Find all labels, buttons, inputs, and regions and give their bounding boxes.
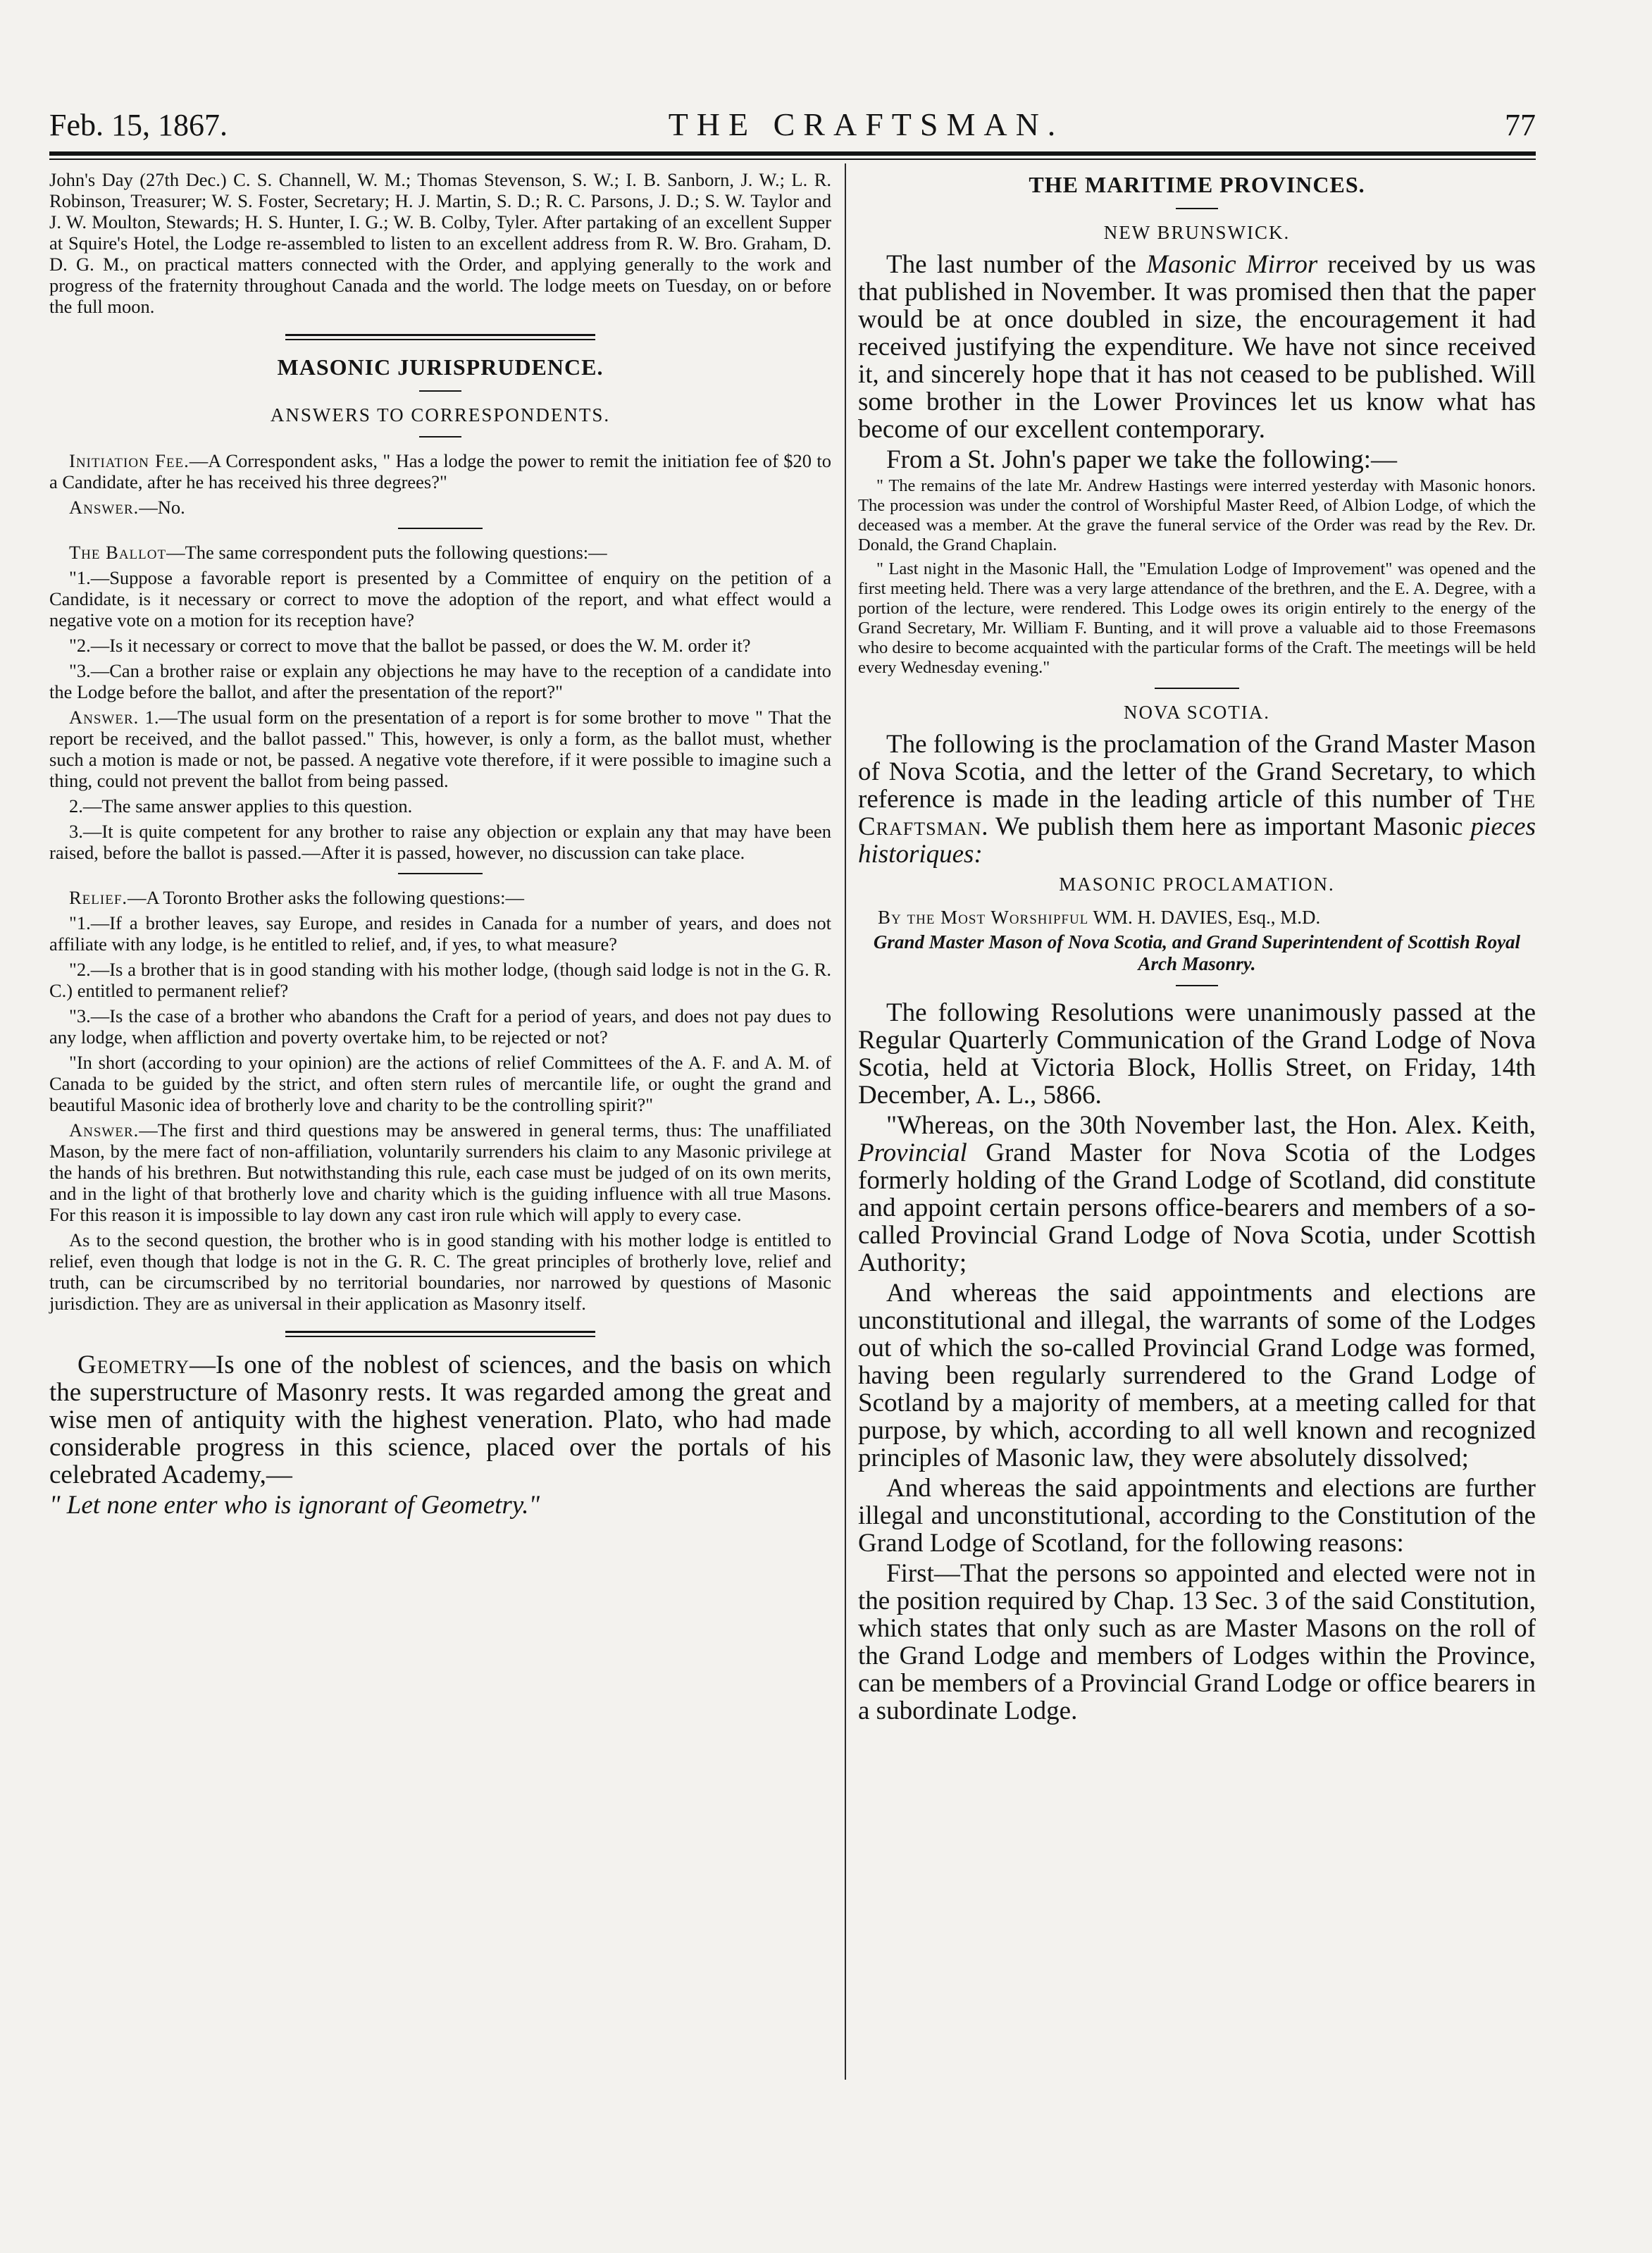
resolutions-section	[858, 999, 1536, 1725]
relief-answer-1: —The first and third questions may be answered in general terms, thus: The unaffiliated Mason, by the mere fact of non-affiliation, voluntarily surrenders his claim to any Masonic privilege at the hands of his brethren. But notwithstanding this rule, each case must be judged of on its own merits, and in the light of that brotherly love and charity which is the guiding influence with all true Masons. For this reason it is impossible to lay down any cast iron rule which will apply to every case.	[49, 1119, 831, 1225]
relief-question-4: "In short (according to your opinion) are the actions of relief Committees of the A. F. and A. M. of Canada to be guided by the strict, and often stern rules of mercantile life, or ought the grand and beautiful Masonic idea of brotherly love and charity to be the controlling spirit?"	[49, 1052, 831, 1115]
heading-dash	[419, 390, 461, 392]
maritime-heading: THE MARITIME PROVINCES.	[1029, 172, 1365, 197]
lodge-report	[49, 169, 831, 317]
page-number: 77	[1504, 108, 1536, 142]
initiation-fee-question: —A Correspondent asks, " Has a lodge the power to remit the initiation fee of $20 to a Candidate, after he has received his three degrees?"	[49, 450, 831, 492]
divider-dash	[398, 873, 483, 874]
left-column	[49, 169, 831, 1522]
ballot-answer-label: Answer.	[69, 707, 139, 728]
relief-label: Relief.	[69, 887, 128, 908]
masthead-title: THE CRAFTSMAN.	[668, 106, 1064, 142]
answer-no: —No.	[139, 497, 185, 518]
nb-paragraph-2: From a St. John's paper we take the following:—	[886, 445, 1397, 474]
byline-name: WM. H. DAVIES, Esq., M.D.	[1088, 907, 1321, 928]
header-rule	[49, 151, 1536, 156]
relief-intro: —A Toronto Brother asks the following questions:—	[128, 887, 524, 908]
ballot-intro: —The same correspondent puts the following questions:—	[166, 542, 607, 563]
byline-prefix: By the Most Worshipful	[878, 907, 1089, 928]
ballot-question-1: "1.—Suppose a favorable report is presented by a Committee of enquiry on the petition of a Candidate, is it necessary or correct to move the adoption of the report, and what effect would a negative vote on a motion for its reception have?	[49, 567, 831, 631]
ns-paragraph-start: The following is the proclamation of the Grand Master Mason of Nova Scotia, and the letter of the Grand Secretary, to which reference is made in the leading article of this number of	[858, 730, 1536, 814]
nova-scotia-heading: NOVA SCOTIA.	[1123, 702, 1271, 723]
relief-question-3: "3.—Is the case of a brother who abandons the Craft for a period of years, and does not pay dues to any lodge, when affliction and poverty overtake him, to be rejected or not?	[49, 1005, 831, 1048]
st-johns-quote	[858, 476, 1536, 678]
provincial-italic: Provincial	[858, 1138, 967, 1167]
st-johns-quote-1: " The remains of the late Mr. Andrew Hastings were interred yesterday with Masonic honors. The procession was under the control of Worshipful Master Reed, of Albion Lodge, of which the deceased was a member. At the grave the funeral service of the Order was read by the Rev. Dr. Donald, the Grand Chaplain.	[858, 476, 1536, 554]
masonic-mirror-title: Masonic Mirror	[1146, 250, 1318, 279]
resolution-whereas-end: Grand Master for Nova Scotia of the Lodges formerly holding of the Grand Lodge of Scotland, did constitute and appoint certain persons office-bearers and members of a so-called Provincial Grand Lodge of Nova Scotia, under Scottish Authority;	[858, 1138, 1536, 1277]
geometry-label: Geometry	[77, 1351, 190, 1379]
right-column	[858, 169, 1536, 1727]
jurisprudence-heading: MASONIC JURISPRUDENCE.	[277, 354, 604, 380]
nova-scotia-section	[858, 731, 1536, 868]
resolution-whereas-2: And whereas the said appointments and elections are unconstitutional and illegal, the warrants of some of the Lodges out of which the so-called Provincial Grand Lodge was formed, having been regularly surrendered to the Grand Lodge of Scotland by a majority of members, at a meeting called for that purpose, by which, according to all well known and recognized principles of Masonic law, they were absolutely dissolved;	[858, 1279, 1536, 1472]
ballot-question-2: "2.—Is it necessary or correct to move that the ballot be passed, or does the W. M. order it?	[69, 635, 751, 656]
nb-paragraph-1-end: received by us was that published in November. It was promised then that the paper would be at once doubled in size, the encouragement it had received justifying the expenditure. We have not since received it, and sincerely hope that it has not ceased to be published. Will some brother in the Lower Provinces let us know what has become of our excellent contemporary.	[858, 250, 1536, 444]
resolution-first-reason: First—That the persons so appointed and elected were not in the position required by Chap. 13 Sec. 3 of the said Constitution, which states that only such as are Master Masons on the roll of the Grand Lodge and members of Lodges within the Province, can be members of a Provincial Grand Lodge or office bearers in a subordinate Lodge.	[858, 1559, 1536, 1725]
initiation-fee-section	[49, 450, 831, 518]
section-divider	[285, 1331, 595, 1337]
nb-paragraph-1-start: The last number of the	[886, 250, 1147, 279]
ballot-label: The Ballot	[69, 542, 167, 563]
pieces-historiques: pieces historiques:	[858, 812, 1536, 869]
st-johns-quote-2: " Last night in the Masonic Hall, the "Emulation Lodge of Improvement" was opened and the first meeting held. There was a very large attendance of the brethren, and the E. A. Degree, with a portion of the lecture, were rendered. This Lodge owes its origin entirely to the energy of the Grand Secretary, Mr. William F. Bunting, and it will prove a valuable aid to those Freemasons who desire to become acquainted with the particular forms of the Craft. The meetings will be held every Wednesday evening."	[858, 559, 1536, 677]
ballot-answer-1: 1.—The usual form on the presentation of a report is for some brother to move " That the report be received, and the ballot passed." This, however, is only a form, as the ballot must, whether such a motion is made or not, be passed. A negative vote therefore, if it were possible to imagine such a thing, could not prevent the ballot from being passed.	[49, 707, 831, 791]
resolution-intro: The following Resolutions were unanimously passed at the Regular Quarterly Communication of the Grand Lodge of Nova Scotia, held at Victoria Block, Hollis Street, on Friday, 14th December, A. L., 5866.	[858, 998, 1536, 1110]
page-header	[49, 106, 1536, 148]
ballot-answer-3: 3.—It is quite competent for any brother to raise any objection or explain any that may have been raised, before the ballot is passed.—After it is passed, however, no discussion can take place.	[49, 821, 831, 863]
ballot-question-3: "3.—Can a brother raise or explain any objections he may have to the reception of a candidate into the Lodge before the ballot, and after the presentation of the report?"	[49, 660, 831, 702]
relief-answer-2: As to the second question, the brother who is in good standing with his mother lodge is entitled to relief, even though that lodge is not in the G. R. C. The great principles of brotherly love, relief and truth, can be circumscribed by no territorial boundaries, nor narrowed by questions of Masonic jurisdiction. They are as universal in their application as Masonry itself.	[49, 1229, 831, 1314]
relief-question-1: "1.—If a brother leaves, say Europe, and resides in Canada for a number of years, and does not affiliate with any lodge, is he entitled to relief, and, if yes, to what measure?	[49, 912, 831, 955]
craftsman-reference: The Craftsman	[858, 785, 1536, 841]
proclamation-heading: MASONIC PROCLAMATION.	[1059, 874, 1335, 895]
initiation-fee-label: Initiation Fee.	[69, 450, 190, 471]
answer-label: Answer.	[69, 497, 139, 518]
relief-question-2: "2.—Is a brother that is in good standing with his mother lodge, (though said lodge is not in the G. R. C.) entitled to permanent relief?	[49, 959, 831, 1001]
header-rule-thin	[49, 159, 1536, 160]
lodge-report-text: John's Day (27th Dec.) C. S. Channell, W. M.; Thomas Stevenson, S. W.; I. B. Sanborn, J. W.; L. R. Robinson, Treasurer; W. S. Foster, Secretary; H. J. Martin, S. D.; R. C. Parsons, J. D.; S. W. Taylor and J. W. Moulton, Stewards; H. S. Hunter, I. G.; W. B. Colby, Tyler. After partaking of an excellent Supper at Squire's Hotel, the Lodge re-assembled to listen to an excellent address from R. W. Bro. Graham, D. D. G. M., on practical matters connected with the Order, and applying generally to the work and progress of the fraternity throughout Canada and the world. The lodge meets on Tuesday, on or before the full moon.	[49, 169, 831, 317]
divider-dash	[398, 528, 483, 529]
section-divider	[285, 334, 595, 340]
heading-dash	[1176, 208, 1218, 209]
ns-paragraph-middle: . We publish them here as important Masonic	[981, 812, 1471, 841]
correspondents-subheading: ANSWERS TO CORRESPONDENTS.	[270, 404, 611, 426]
issue-date: Feb. 15, 1867.	[49, 108, 228, 142]
divider-dash	[1176, 985, 1218, 986]
column-divider	[845, 163, 846, 2080]
new-brunswick-section	[858, 251, 1536, 473]
resolution-whereas-start: "Whereas, on the 30th November last, the Hon. Alex. Keith,	[886, 1111, 1536, 1140]
geometry-section	[49, 1351, 831, 1519]
proclamation-byline	[858, 907, 1536, 929]
relief-answer-label: Answer.	[69, 1119, 139, 1141]
resolution-whereas-3: And whereas the said appointments and elections are further illegal and unconstitutional, according to the Constitution of the Grand Lodge of Scotland, for the following reasons:	[858, 1474, 1536, 1558]
subheading-dash	[419, 436, 461, 437]
geometry-quote: " Let none enter who is ignorant of Geometry."	[49, 1491, 540, 1520]
grand-master-title: Grand Master Mason of Nova Scotia, and Grand Superintendent of Scottish Royal Arch Masonry.	[873, 931, 1521, 974]
ballot-section	[49, 542, 831, 863]
new-brunswick-heading: NEW BRUNSWICK.	[1103, 222, 1291, 243]
divider-dash	[1155, 688, 1239, 689]
relief-section	[49, 887, 831, 1314]
ballot-answer-2: 2.—The same answer applies to this question.	[69, 795, 413, 817]
geometry-text: —Is one of the noblest of sciences, and the basis on which the superstructure of Masonry rests. It was regarded among the great and wise men of antiquity with the highest veneration. Plato, who had made considerable progress in this science, placed over the portals of his celebrated Academy,—	[49, 1351, 831, 1489]
